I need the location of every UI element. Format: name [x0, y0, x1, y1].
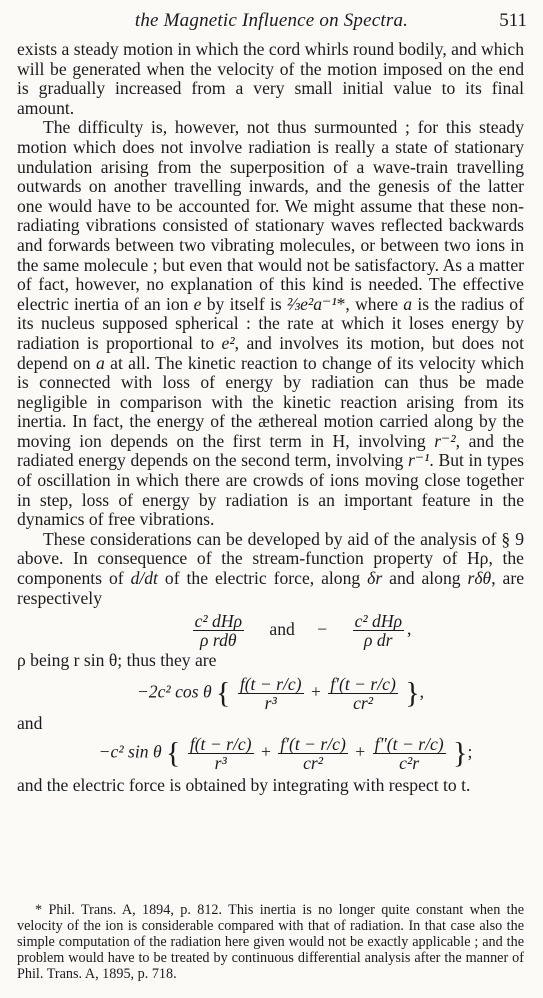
- eq1-left-fraction: [193, 612, 244, 649]
- p2-text-i: . But in types of oscillation in which there are crowds of ions moving close together in step, loss of energy by radiation is an important feature in the dynamics of free vibrations.: [17, 450, 524, 530]
- delta-r: δr: [367, 568, 383, 589]
- r-delta-theta: rδθ: [467, 568, 492, 589]
- eq1-minus: −: [317, 618, 328, 639]
- eq3-plus-2: +: [355, 741, 366, 762]
- eq1-right-num: c² dHρ: [354, 611, 403, 632]
- eq3-f2-den: cr²: [303, 753, 324, 774]
- eq3-fraction-3: [373, 735, 446, 772]
- d-dt: d/dt: [130, 568, 158, 589]
- eq1-right-den: ρ dr: [364, 630, 393, 651]
- eq3-f3-num: f″(t − r/c): [374, 734, 444, 755]
- p2-text-d: is the radius of its nucleus supposed spherical : the rate at which it loses energy by radiation is proportional to: [17, 293, 524, 353]
- eq2-plus: +: [310, 681, 321, 702]
- p3-text-a: These considerations can be developed by aid of the analysis of § 9 above. In consequence of the stream-function property of Hρ, the components of: [17, 528, 524, 589]
- var-a-2: a: [96, 352, 105, 373]
- eq2-fraction-1: [238, 675, 304, 712]
- r-minus-1: r⁻¹: [408, 450, 430, 471]
- p3-text-d: , are respectively: [17, 568, 525, 608]
- equation-3: [17, 735, 524, 772]
- eq1-and: and: [269, 618, 295, 639]
- p3-text-c: and along: [389, 568, 461, 589]
- p2-text-a: The difficulty is, however, not thus surmounted ; for this steady motion which does not involve radiation is really a state of stationary undulation arising from the superposition of a wave-train travelling outwards on another travelling inwards, and the genesis of the latter one would have to be accounted for. We might assume that these non-radiating vibrations consisted of stationary waves reflected backwards and forwards between two vibrating molecules, or between two ions in the same molecule ; but even that would not be satisfactory. As a matter of fact, however, no explanation of this kind is needed. The effective electric inertia of an ion: [17, 117, 524, 314]
- p2-text-c: *, where: [336, 293, 399, 314]
- eq2-f2-den: cr²: [353, 692, 374, 713]
- footnote: [17, 902, 524, 982]
- var-a: a: [403, 293, 413, 314]
- p2-text-g: at all. The kinetic reaction to change of its velocity which is connected with loss of energy by radiation can thus be made negligible in comparison with the kinetic reaction arising from its inertia. In fact, the energy of the æthereal motion carried along by the moving ion depends on the first term in H, involving: [17, 352, 525, 451]
- e-squared: e²: [221, 332, 235, 353]
- paragraph-3: [17, 530, 524, 608]
- eq2-fraction-2: [328, 675, 398, 712]
- paragraph-2: [17, 118, 524, 529]
- p3-text-b: of the electric force, along: [164, 568, 361, 589]
- p2-text-b: by itself is: [206, 293, 282, 314]
- paragraph-5: and the electric force is obtained by integrating with respect to t.: [17, 775, 471, 796]
- page-number: 511: [499, 10, 527, 31]
- eq3-f2-num: f′(t − r/c): [280, 734, 346, 755]
- eq2-f1-den: r³: [264, 692, 277, 713]
- eq1-comma: ,: [407, 618, 412, 639]
- p2-text-f: , and involves its motion, but does not depend on: [17, 332, 524, 373]
- paragraph-4: ρ being r sin θ; thus they are: [17, 650, 217, 671]
- eq3-fraction-1: [188, 735, 254, 772]
- eq3-fraction-2: [278, 735, 348, 772]
- eq3-suffix: ;: [467, 741, 473, 762]
- eq2-f1-num: f(t − r/c): [239, 673, 302, 694]
- eq1-left-num: c² dHρ: [194, 611, 243, 632]
- var-e: e: [193, 293, 202, 314]
- eq3-f1-num: f(t − r/c): [189, 734, 252, 755]
- eq3-prefix: −c² sin θ: [98, 741, 162, 762]
- inertia-expression: ⅔e²a⁻¹: [286, 293, 337, 314]
- eq3-close-brace: }: [453, 737, 468, 771]
- p2-text-h: , and the radiated energy depends on the second term, involving: [17, 430, 524, 471]
- eq1-left-den: ρ rdθ: [200, 630, 237, 651]
- eq1-right-fraction: [353, 612, 404, 649]
- eq2-f2-num: f′(t − r/c): [330, 673, 396, 694]
- running-head: [0, 6, 543, 36]
- eq2-prefix: −2c² cos θ: [136, 681, 212, 702]
- body-text: [17, 40, 524, 796]
- eq2-open-brace: {: [216, 676, 231, 710]
- eq2-close-brace: }: [405, 676, 420, 710]
- eq3-open-brace: {: [166, 737, 181, 771]
- eq3-f1-den: r³: [214, 753, 227, 774]
- eq3-plus-1: +: [260, 741, 271, 762]
- eq2-suffix: ,: [419, 681, 425, 702]
- and-word: and: [17, 712, 43, 733]
- r-minus-2: r⁻²: [434, 430, 456, 451]
- equation-2: [17, 675, 524, 712]
- eq3-f3-den: c²r: [399, 753, 420, 774]
- paragraph-1: exists a steady motion in which the cord whirls round bodily, and which will be generated when the velocity of the motion imposed on the end is gradually increased from a very small initial value to its final amount.: [17, 39, 524, 118]
- footnote-text: * Phil. Trans. A, 1894, p. 812. This inertia is no longer quite constant when the velocity of the ion is considerable compared with that of radiation. In that case also the simple computation of the radiation here given would not be exactly applicable ; and the problem would have to be treated by continuous differential analysis after the manner of Phil. Trans. A, 1895, p. 718.: [17, 902, 524, 982]
- equation-1: [17, 612, 524, 649]
- running-title: the Magnetic Influence on Spectra.: [134, 10, 409, 31]
